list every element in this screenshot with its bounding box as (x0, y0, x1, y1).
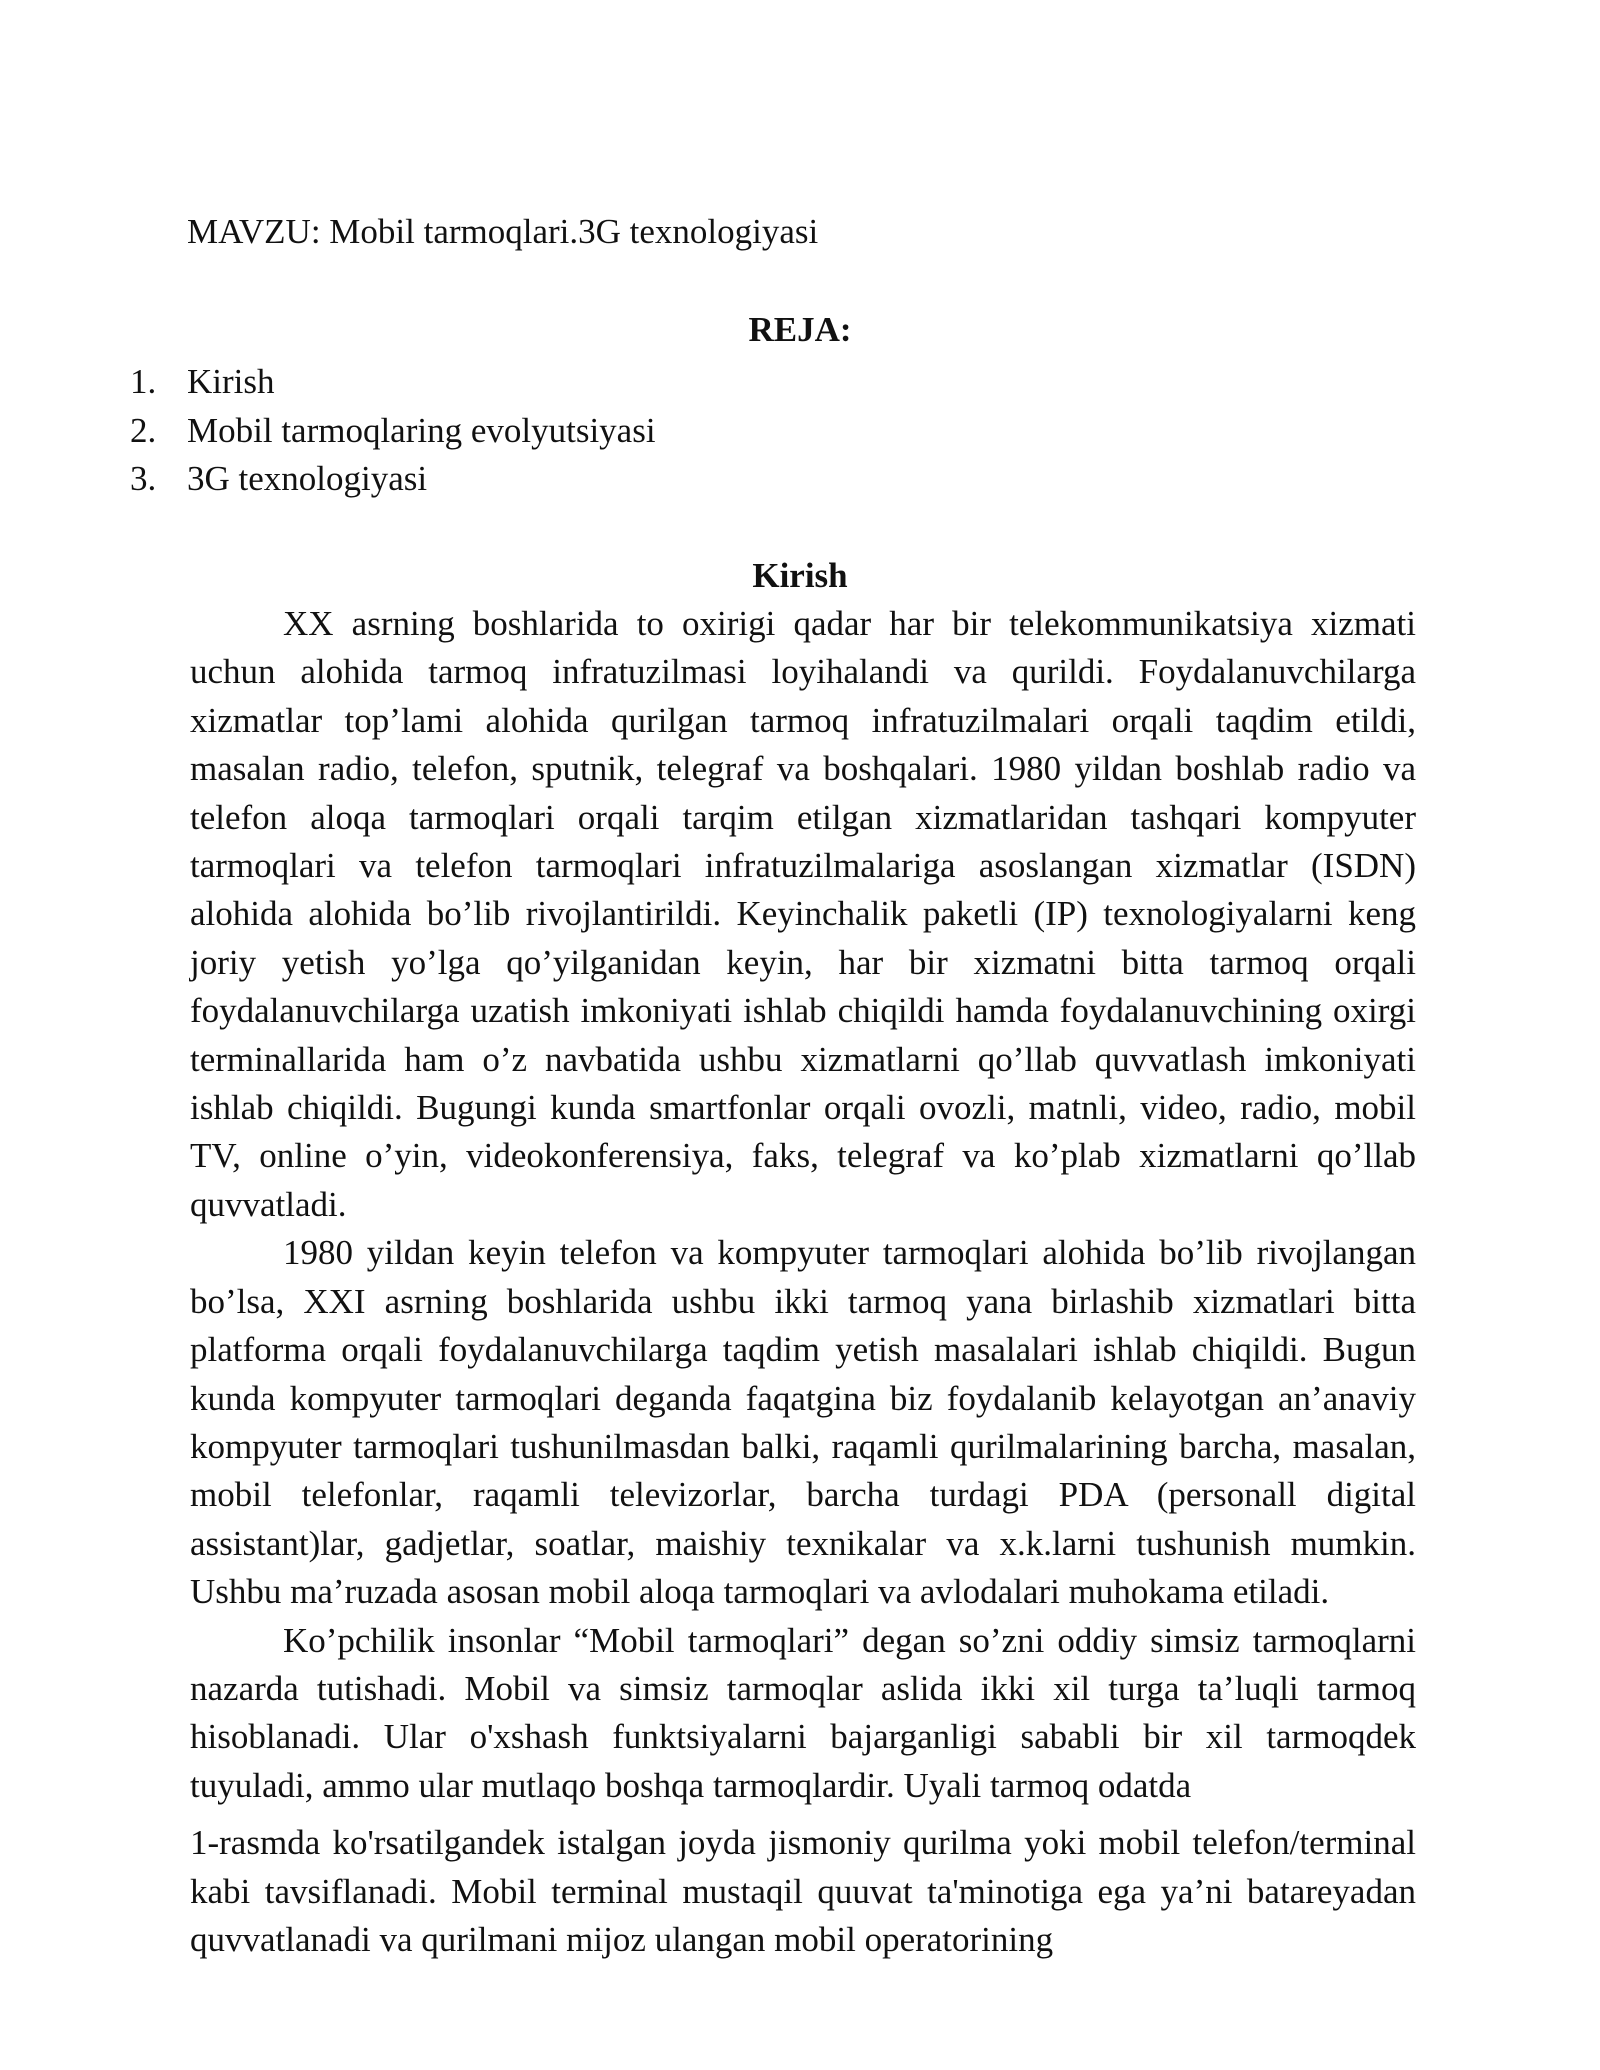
plan-item (130, 455, 656, 504)
plan-item-number: 1. (130, 362, 157, 401)
section-heading: Kirish (752, 556, 848, 595)
plan-list (130, 358, 656, 504)
plan-item-number: 3. (130, 459, 157, 498)
body-paragraph: 1980 yildan keyin telefon va kompyuter tarmoqlari alohida bo’lib rivojlangan bo’lsa, XXI asrning boshlarida ushbu ikki tarmoq yana birlashib xizmatlari bitta platforma orqali foydalanuvchilarga taqdim yetish masalalari ishlab chiqildi. Bugun kunda kompyuter tarmoqlari deganda faqatgina biz foydalanib kelayotgan an’anaviy kompyuter tarmoqlari tushunilmasdan balki, raqamli qurilmalarining barcha, masalan, mobil telefonlar, raqamli televizorlar, barcha turdagi PDA (personall digital assistant)lar, gadjetlar, soatlar, maishiy texnikalar va x.k.larni tushunish mumkin. Ushbu ma’ruzada asosan mobil aloqa tarmoqlari va avlodalari muhokama etiladi. (190, 1233, 1416, 1612)
topic-title: MAVZU: Mobil tarmoqlari.3G texnologiyasi (187, 212, 819, 251)
plan-item-text: Kirish (187, 362, 275, 401)
plan-item-text: 3G texnologiyasi (187, 459, 428, 498)
plan-item (130, 407, 656, 456)
body-paragraph-continued: 1-rasmda ko'rsatilgandek istalgan joyda jismoniy qurilma yoki mobil telefon/terminal kabi tavsiflanadi. Mobil terminal mustaqil quuvat ta'minotiga ega ya’ni batareyadan quvvatlanadi va qurilmani mijoz ulangan mobil operatorining (190, 1823, 1416, 1959)
body-paragraph: Ko’pchilik insonlar “Mobil tarmoqlari” degan so’zni oddiy simsiz tarmoqlarni nazarda tutishadi. Mobil va simsiz tarmoqlar aslida ikki xil turga ta’luqli tarmoq hisoblanadi. Ular o'xshash funktsiyalarni bajarganligi sababli bir xil tarmoqdek tuyuladi, ammo ular mutlaqo boshqa tarmoqlardir. Uyali tarmoq odatda (190, 1620, 1416, 1805)
plan-item-text: Mobil tarmoqlaring evolyutsiyasi (187, 410, 656, 450)
plan-item-number: 2. (130, 410, 157, 450)
plan-heading: REJA: (748, 310, 852, 349)
body-paragraph: XX asrning boshlarida to oxirigi qadar har bir telekommunikatsiya xizmati uchun alohida tarmoq infratuzilmasi loyihalandi va qurildi. Foydalanuvchilarga xizmatlar top’lami alohida qurilgan tarmoq infratuzilmalari orqali taqdim etildi, masalan radio, telefon, sputnik, telegraf va boshqalari. 1980 yildan boshlab radio va telefon aloqa tarmoqlari orqali tarqim etilgan xizmatlaridan tashqari kompyuter tarmoqlari va telefon tarmoqlari infratuzilmalariga asoslangan xizmatlar (ISDN) alohida alohida bo’lib rivojlantirildi. Keyinchalik paketli (IP) texnologiyalarni keng joriy yetish yo’lga qo’yilganidan keyin, har bir xizmatni bitta tarmoq orqali foydalanuvchilarga uzatish imkoniyati ishlab chiqildi hamda foydalanuvchining oxirgi terminallarida ham o’z navbatida ushbu xizmatlarni qo’llab quvvatlash imkoniyati ishlab chiqildi. Bugungi kunda smartfonlar orqali ovozli, matnli, video, radio, mobil TV, online o’yin, videokonferensiya, faks, telegraf va ko’plab xizmatlarni qo’llab quvvatladi. (190, 604, 1416, 1224)
plan-item (130, 358, 656, 407)
section-body (190, 600, 1416, 1964)
